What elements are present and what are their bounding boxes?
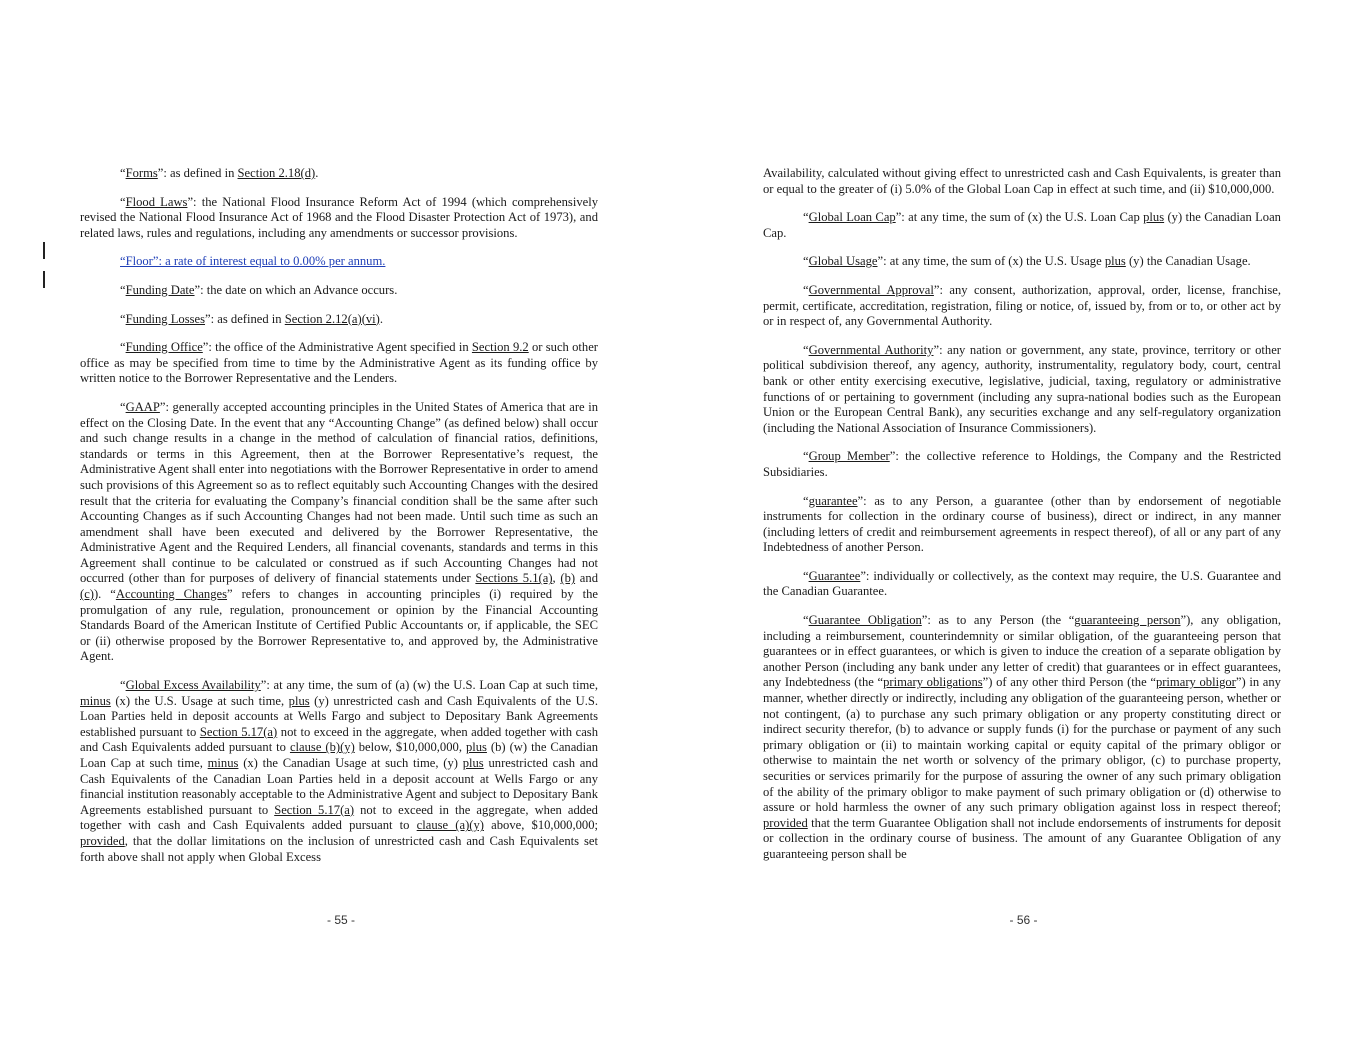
definition-floor-inserted <box>80 254 598 270</box>
defined-term: Guarantee Obligation <box>808 613 922 628</box>
defined-term: Forms <box>125 166 158 180</box>
defined-term: primary obligor <box>1155 675 1236 690</box>
section-reference: Section 2.12(a)(vi) <box>284 311 380 326</box>
defined-term: guaranteeing person <box>1074 613 1181 628</box>
definition-gaap: “GAAP”: generally accepted accounting principles in the United States of America that are in effect on the Closing Date. In the event that any “Accounting Change” (as defined below) shall occur and such change results in a change in the method of calculation of financial ratios, definitions, standards or terms in this Agreement, then at the Borrower Representative’s request, the Administrative Agent shall enter into negotiations with the Borrower Representative in order to amend such provisions of this Agreement so as to reflect equitably such Accounting Changes with the desired result that the criteria for evaluating the Company’s financial condition shall be the same after such Accounting Changes as if such Accounting Changes had not been made. Until such time as such an amendment shall have been executed and delivered by the Borrower Representative, the Administrative Agent and the Required Lenders, all financial covenants, standards and terms in this Agreement shall continue to be calculated or construed as if such Accounting Changes had not occurred (other than for purposes of delivery of financial statements under Sections 5.1(a), (b) and (c)). “Accounting Changes” refers to changes in accounting principles (i) required by the promulgation of any rule, regulation, pronouncement or opinion by the Financial Accounting Standards Board of the American Institute of Certified Public Accountants or, if applicable, the SEC or (ii) otherwise proposed by the Borrower Representative to, and approved by, the Administrative Agent. <box>80 399 599 664</box>
definition-continuation: Availability, calculated without giving effect to unrestricted cash and Cash Equivalents, is greater than or equal to the greater of (i) 5.0% of the Global Loan Cap in effect at such time, and (ii) $10,000,000. <box>763 166 1281 196</box>
emphasis-term: plus <box>288 693 310 708</box>
emphasis-term: plus <box>1143 210 1165 225</box>
definition-guarantee-obligation: “Guarantee Obligation”: as to any Person (the “guaranteeing person”), any obligation, including a reimbursement, counterindemnity or similar obligation, of the guaranteeing person that guarantees or in effect guarantees, or which is given to induce the creation of a separate obligation by another Person (including any bank under any letter of credit) that guarantees or in effect guarantees, any Indebtedness (the “primary obligations”) of any other third Person (the “primary obligor”) in any manner, whether directly or indirectly, including any obligation of the guaranteeing person, whether or not contingent, (a) to purchase any such primary obligation or any property constituting direct or indirect security therefor, (b) to advance or supply funds (i) for the purchase or payment of any such primary obligation or (ii) to maintain working capital or equity capital of the primary obligor or otherwise to maintain the net worth or solvency of the primary obligor, (c) to purchase property, securities or services primarily for the purpose of assuring the owner of any such primary obligation of the ability of the primary obligor to make payment of such primary obligation or (d) otherwise to assure or hold harmless the owner of any such primary obligation against loss in respect thereof; provided that the term Guarantee Obligation shall not include endorsements of instruments for deposit or collection in the ordinary course of business. The amount of any Guarantee Obligation of any guaranteeing person shall be <box>763 613 1281 861</box>
defined-term: Funding Date <box>125 282 195 297</box>
defined-term: Guarantee <box>808 568 861 583</box>
section-reference: Section 5.17(a) <box>274 802 355 817</box>
section-reference: Section 5.17(a) <box>199 724 278 739</box>
defined-term: Global Excess Availability <box>125 678 261 693</box>
emphasis-term: plus <box>465 740 487 755</box>
section-reference: Section 2.18(d) <box>237 166 316 180</box>
emphasis-term: provided <box>763 815 808 830</box>
defined-term: Accounting Changes <box>115 587 228 602</box>
defined-term: guarantee <box>808 493 858 508</box>
definition-global-usage: “Global Usage”: at any time, the sum of (x) the U.S. Usage plus (y) the Canadian Usage. <box>803 254 1251 269</box>
section-reference: Sections 5.1(a) <box>475 571 553 586</box>
definition-guarantee: “Guarantee”: individually or collectively, as the context may require, the U.S. Guarantee and the Canadian Guarantee. <box>763 568 1281 599</box>
emphasis-term: provided <box>80 833 125 848</box>
left-column <box>80 166 598 878</box>
section-reference: (c) <box>80 587 94 602</box>
defined-term: Governmental Approval <box>808 282 934 297</box>
emphasis-term: minus <box>80 693 111 708</box>
defined-term: Governmental Authority <box>808 342 934 357</box>
defined-term: Global Usage <box>808 254 878 269</box>
definition-global-loan-cap: “Global Loan Cap”: at any time, the sum of (x) the U.S. Loan Cap plus (y) the Canadian Loan Cap. <box>763 210 1281 240</box>
definition-guarantee-lowercase: “guarantee”: as to any Person, a guarantee (other than by endorsement of negotiable instruments for collection in the ordinary course of business), direct or indirect, in any manner (including letters of credit and reimbursement agreements in respect thereof), of all or any part of any Indebtedness of another Person. <box>763 493 1281 555</box>
definition-flood-laws: “Flood Laws”: the National Flood Insurance Reform Act of 1994 (which comprehensively revised the National Flood Insurance Act of 1968 and the Flood Disaster Protection Act of 1973), and related laws, rules and regulations, including any amendments or successor provisions. <box>80 194 598 240</box>
emphasis-term: minus <box>207 756 239 770</box>
page-number: - 56 - <box>1009 913 1038 927</box>
definition-funding-date: “Funding Date”: the date on which an Advance occurs. <box>120 282 398 297</box>
definition-funding-office: “Funding Office”: the office of the Administrative Agent specified in Section 9.2 or such other office as may be specified from time to time by the Administrative Agent as its funding office by written notice to the Borrower Representative and the Lenders. <box>80 340 598 386</box>
definition-governmental-approval: “Governmental Approval”: any consent, authorization, approval, order, license, franchise, permit, certificate, accreditation, registration, filing or notice, of, issued by, from or to, or other act by or in respect of, any Governmental Authority. <box>763 282 1281 329</box>
revision-change-bar <box>43 271 45 288</box>
defined-term: Group Member <box>808 449 890 464</box>
section-reference: clause (a)(y) <box>416 818 484 833</box>
defined-term: Global Loan Cap <box>808 210 896 225</box>
defined-term: Funding Losses <box>125 311 206 326</box>
revision-change-bar <box>43 242 45 259</box>
right-column <box>763 166 1281 876</box>
definition-global-excess-availability: “Global Excess Availability”: at any time, the sum of (a) (w) the U.S. Loan Cap at such time, minus (x) the U.S. Usage at such time, plus (y) unrestricted cash and Cash Equivalents of the U.S. Loan Parties held in deposit accounts at Wells Fargo and subject to Depositary Bank Agreements established pursuant to Section 5.17(a) not to exceed in the aggregate, when added together with cash and Cash Equivalents added pursuant to clause (b)(y) below, $10,000,000, plus (b) (w) the Canadian Loan Cap at such time, minus (x) the Canadian Usage at such time, (y) plus unrestricted cash and Cash Equivalents of the Canadian Loan Parties held in a deposit account at Wells Fargo or any financial institution reasonably acceptable to the Administrative Agent and subject to Depositary Bank Agreements established pursuant to Section 5.17(a) not to exceed in the aggregate, when added together with cash and Cash Equivalents added pursuant to clause (a)(y) above, $10,000,000; provided, that the dollar limitations on the inclusion of unrestricted cash and Cash Equivalents set forth above shall not apply when Global Excess <box>80 678 599 864</box>
definition-governmental-authority: “Governmental Authority”: any nation or government, any state, province, territory or other political subdivision thereof, any agency, authority, instrumentality, regulatory body, court, central bank or other entity exercising executive, legislative, judicial, taxing, regulatory or administrative functions of or pertaining to government (including any supra-national bodies such as the European Union or the European Central Bank), any securities exchange and any self-regulatory organization (including the National Association of Insurance Commissioners). <box>763 342 1281 435</box>
emphasis-term: plus <box>1104 254 1126 269</box>
page-55 <box>0 0 682 1055</box>
section-reference: Section 9.2 <box>471 340 529 355</box>
definition-forms: “Forms”: as defined in Section 2.18(d). <box>120 166 319 180</box>
defined-term: Flood Laws <box>125 194 188 209</box>
defined-term: GAAP <box>125 399 160 414</box>
defined-term: Funding Office <box>125 340 203 355</box>
definition-group-member: “Group Member”: the collective reference to Holdings, the Company and the Restricted Subsidiaries. <box>763 449 1281 479</box>
page-56 <box>682 0 1365 1055</box>
definition-funding-losses: “Funding Losses”: as defined in Section 2.12(a)(vi). <box>120 311 384 326</box>
section-reference: clause (b)(y) <box>289 740 355 755</box>
emphasis-term: plus <box>462 756 484 770</box>
defined-term: primary obligations <box>883 675 983 690</box>
tracked-insertion: “Floor”: a rate of interest equal to 0.00% per annum. <box>120 254 386 269</box>
page-number: - 55 - <box>326 913 355 927</box>
section-reference: (b) <box>560 571 576 586</box>
